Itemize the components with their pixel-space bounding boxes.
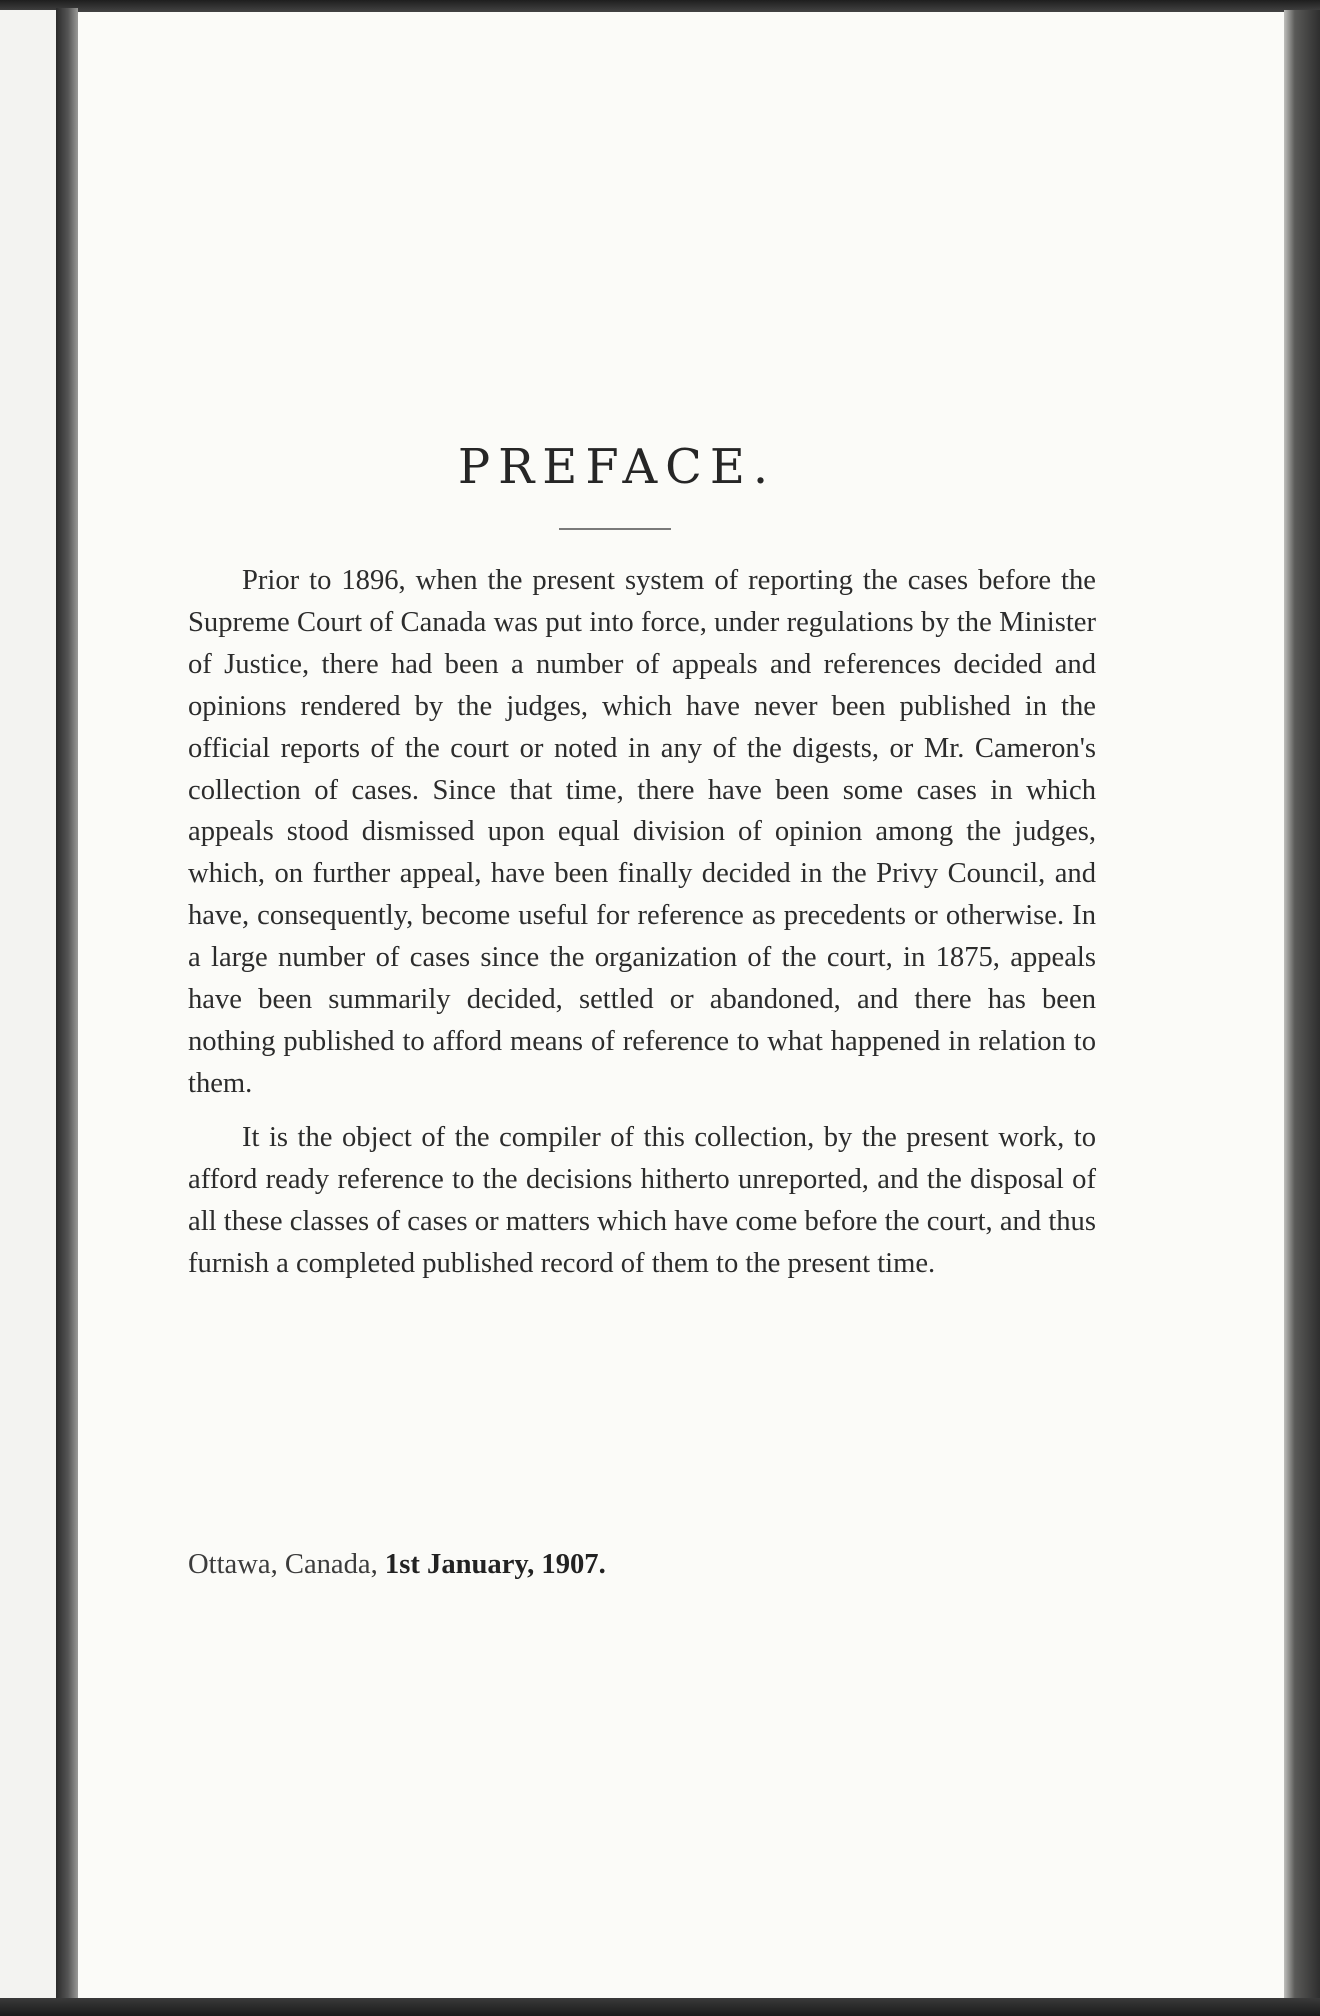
signoff-place: Ottawa, Canada, — [188, 1549, 378, 1580]
signoff-date: 1st January, 1907. — [384, 1549, 606, 1580]
title-divider — [559, 528, 671, 530]
book-block-edge — [1284, 10, 1320, 2006]
scanner-edge-bottom — [0, 1998, 1320, 2016]
paragraph-2: It is the object of the compiler of this collection, by the present work, to afford ready reference to the decisions hitherto unreported, and the disposal of all these classes of cases or matters which have come before the court, and thus furnish a completed published record of them to the present time. — [188, 1121, 1096, 1279]
book-gutter-shadow — [56, 8, 78, 2004]
book-page — [78, 12, 1284, 1998]
signoff — [188, 1549, 606, 1581]
facing-page-edge — [0, 10, 56, 2000]
page-title: PREFACE. — [457, 439, 777, 495]
preface-body — [188, 560, 1096, 1284]
paragraph-1: Prior to 1896, when the present system of reporting the cases before the Supreme Court of Canada was put into force, under regulations by the Minister of Justice, there had been a number of appeals and references decided and opinions rendered by the judges, which have never been published in the official reports of the court or noted in any of the digests, or Mr. Cameron's collection of cases. Since that time, there have been some cases in which appeals stood dismissed upon equal division of opinion among the judges, which, on further appeal, have been finally decided in the Privy Council, and have, consequently, become useful for reference as precedents or otherwise. In a large number of cases since the organization of the court, in 1875, appeals have been summarily decided, settled or abandoned, and there has been nothing published to afford means of reference to what happened in relation to them. — [188, 565, 1096, 1099]
